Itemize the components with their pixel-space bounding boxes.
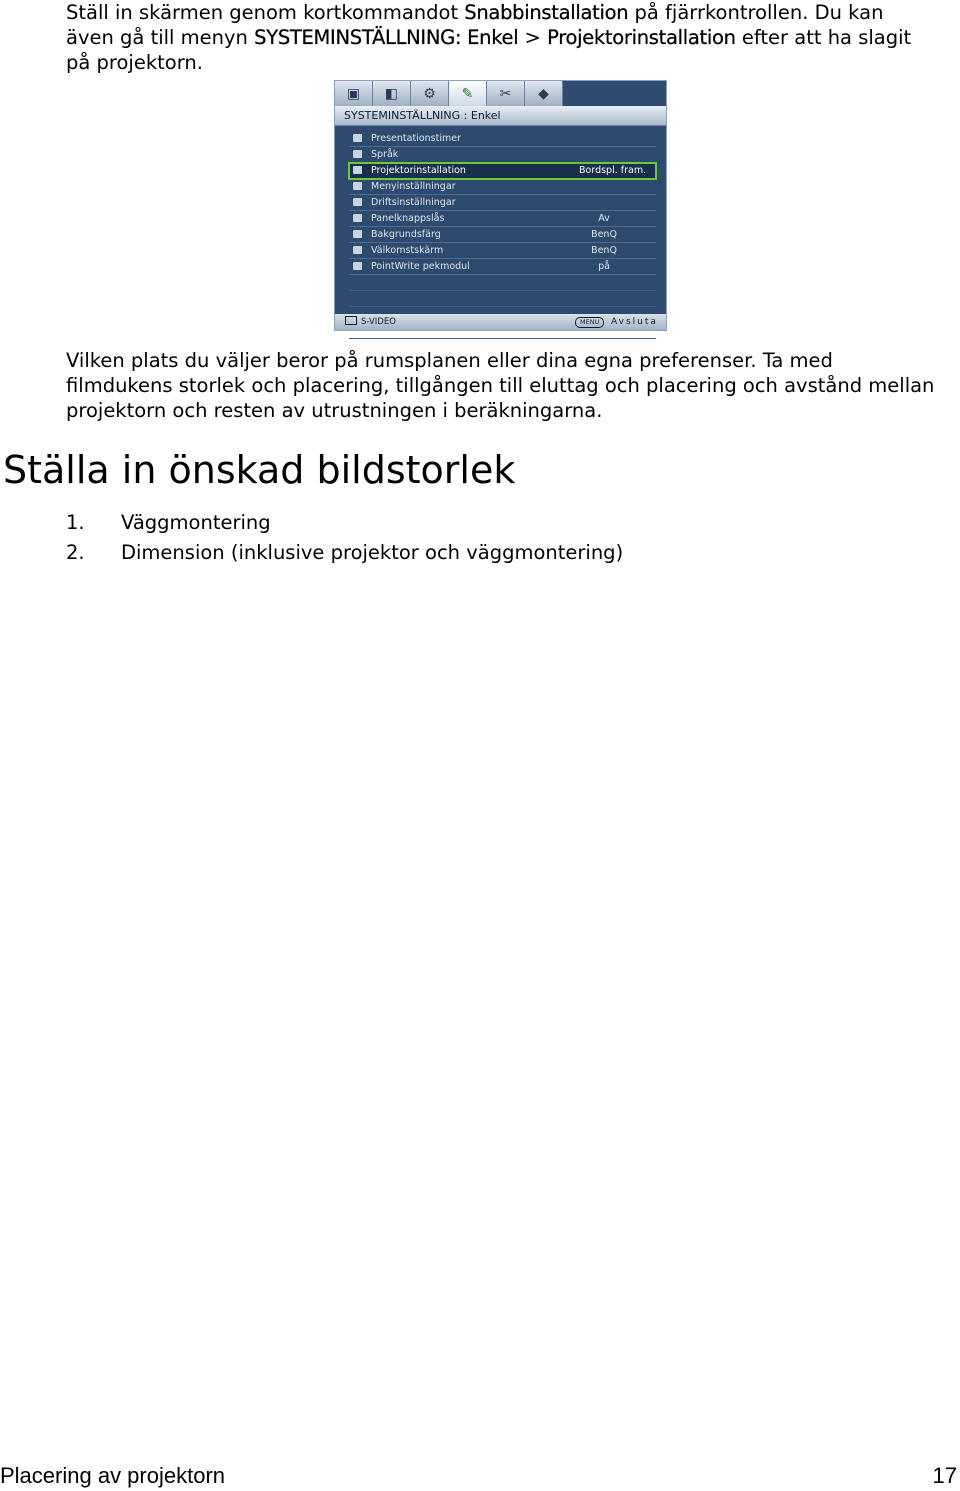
osd-row: Presentationstimer	[349, 131, 656, 147]
osd-row: Bakgrundsfärg BenQ	[349, 227, 656, 243]
footer-page-number: 17	[932, 1463, 957, 1488]
osd-row: Panelknappslås Av	[349, 211, 656, 227]
osd-row-empty	[349, 291, 656, 307]
menu-settings-icon	[353, 182, 362, 190]
info-icon: ◆	[525, 81, 563, 106]
osd-row-selected: Projektorinstallation Bordspl. fram.	[349, 163, 656, 179]
osd-tab-bar	[335, 81, 567, 106]
intro-text: >	[518, 26, 548, 49]
intro-text: Ställ in skärmen genom kortkommandot	[66, 1, 465, 24]
osd-title: SYSTEMINSTÄLLNING : Enkel	[335, 106, 666, 126]
intro-text: på fjärrkontrollen. Du kan även gå till menyn	[66, 1, 884, 49]
osd-menu-screenshot	[334, 80, 667, 331]
projector-install-term: Projektorinstallation	[547, 26, 736, 49]
intro-text: efter att ha slagit på projektorn.	[66, 26, 912, 74]
operation-icon	[353, 198, 362, 206]
osd-row: Menyinställningar	[349, 179, 656, 195]
advanced-icon: ✂	[487, 81, 525, 106]
menu-button-icon: MENU	[575, 317, 604, 328]
timer-icon	[353, 134, 362, 142]
setup-icon: ⚙	[411, 81, 449, 106]
lock-icon	[353, 214, 362, 222]
input-source-icon	[345, 316, 357, 325]
section-heading: Ställa in önskad bildstorlek	[3, 448, 516, 492]
footer-section-title: Placering av projektorn	[0, 1463, 226, 1488]
osd-menu-rows	[349, 131, 656, 339]
splash-screen-icon	[353, 246, 362, 254]
placement-paragraph: Vilken plats du väljer beror på rumsplanen eller dina egna preferenser. Ta med filmdukens storlek och placering, tillgången till eluttag och placering och avstånd mellan projektorn och resten av utrustningen i beräkningarna.	[66, 349, 935, 422]
osd-status-bar	[335, 314, 666, 330]
intro-paragraph	[66, 0, 936, 75]
display-icon: ◧	[373, 81, 411, 106]
osd-row: Språk	[349, 147, 656, 163]
osd-exit-label: Avsluta	[611, 317, 658, 327]
projector-install-icon	[353, 166, 362, 174]
picture-icon: ▣	[335, 81, 373, 106]
osd-row-empty	[349, 275, 656, 291]
menu-term: SYSTEMINSTÄLLNING: Enkel	[254, 26, 519, 49]
osd-row: Driftsinställningar	[349, 195, 656, 211]
system-icon: ✎	[449, 81, 487, 106]
osd-row: PointWrite pekmodul på	[349, 259, 656, 275]
background-color-icon	[353, 230, 362, 238]
osd-row: Välkomstskärm BenQ	[349, 243, 656, 259]
osd-source: S-VIDEO	[345, 314, 396, 330]
language-icon	[353, 150, 362, 158]
quick-install-term: Snabbinstallation	[464, 1, 629, 24]
pen-icon	[353, 262, 362, 270]
